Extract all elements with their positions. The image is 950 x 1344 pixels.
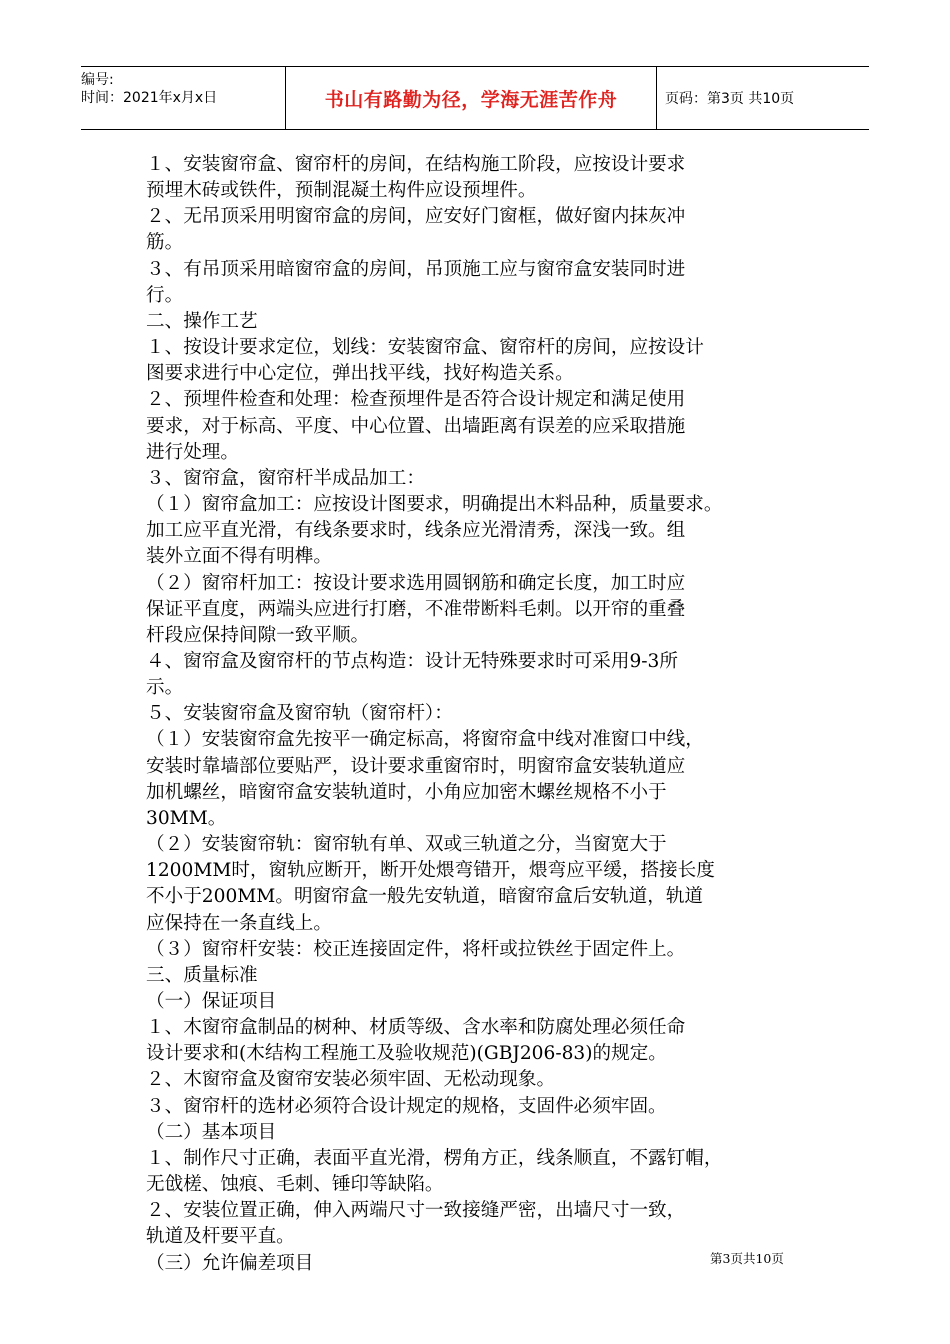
header-page-label: 页码：第3页 共10页 bbox=[665, 91, 795, 107]
body-line: （３）窗帘杆安装：校正连接固定件，将杆或拉铁丝于固定件上。 bbox=[146, 938, 686, 960]
body-line: 30MM。 bbox=[146, 807, 227, 829]
body-line: 加工应平直光滑，有线条要求时，线条应光滑清秀，深浅一致。组 bbox=[146, 520, 686, 542]
body-line: 杆段应保持间隙一致平顺。 bbox=[146, 624, 370, 646]
header-info-cell bbox=[81, 67, 285, 129]
document-number-label: 编号: bbox=[81, 72, 114, 88]
body-line: ５、安装窗帘盒及窗帘轨（窗帘杆）： bbox=[146, 703, 453, 725]
body-line: （２）安装窗帘轨：窗帘轨有单、双或三轨道之分，当窗宽大于 bbox=[146, 834, 667, 856]
body-line: 设计要求和(木结构工程施工及验收规范)(GBJ206-83)的规定。 bbox=[146, 1043, 667, 1065]
body-line: 图要求进行中心定位，弹出找平线，找好构造关系。 bbox=[146, 363, 574, 385]
body-line: （２）窗帘杆加工：按设计要求选用圆钢筋和确定长度，加工时应 bbox=[146, 572, 686, 594]
body-line: （一）保证项目 bbox=[146, 991, 277, 1012]
body-line: 示。 bbox=[146, 677, 184, 699]
body-line: 行。 bbox=[146, 284, 184, 306]
body-line: 轨道及杆要平直。 bbox=[146, 1226, 295, 1248]
body-line: 装外立面不得有明榫。 bbox=[146, 546, 332, 568]
body-line: 要求，对于标高、平度、中心位置、出墙距离有误差的应采取措施 bbox=[146, 415, 686, 437]
body-line: 不小于200MM。明窗帘盒一般先安轨道，暗窗帘盒后安轨道，轨道 bbox=[146, 886, 704, 908]
header-slogan: 书山有路勤为径，学海无涯苦作舟 bbox=[285, 67, 657, 129]
body-line: １、制作尺寸正确，表面平直光滑，楞角方正，线条顺直，不露钉帽， bbox=[146, 1147, 723, 1169]
body-line: １、安装窗帘盒、窗帘杆的房间，在结构施工阶段，应按设计要求 bbox=[146, 154, 686, 175]
body-line: 安装时靠墙部位要贴严，设计要求重窗帘时，明窗帘盒安装轨道应 bbox=[146, 755, 686, 777]
body-line: 三、质量标准 bbox=[146, 964, 258, 986]
body-line: 无戗槎、蚀痕、毛刺、锤印等缺陷。 bbox=[146, 1174, 444, 1196]
body-line: （１）安装窗帘盒先按平一确定标高，将窗帘盒中线对准窗口中线， bbox=[146, 729, 704, 751]
document-date-label: 时间：2021年x月x日 bbox=[81, 90, 218, 106]
body-line: 二、操作工艺 bbox=[146, 310, 258, 332]
body-line: 进行处理。 bbox=[146, 441, 239, 463]
body-line: （二）基本项目 bbox=[146, 1121, 277, 1143]
page-header bbox=[81, 66, 869, 130]
body-line: ２、木窗帘盒及窗帘安装必须牢固、无松动现象。 bbox=[146, 1069, 556, 1091]
body-line: ３、窗帘盒，窗帘杆半成品加工： bbox=[146, 467, 425, 489]
page-footer-number: 第3页共10页 bbox=[710, 1251, 784, 1266]
body-line: ２、安装位置正确，伸入两端尺寸一致接缝严密，出墙尺寸一致， bbox=[146, 1200, 686, 1222]
body-line: ２、无吊顶采用明窗帘盒的房间，应安好门窗框，做好窗内抹灰冲 bbox=[146, 206, 686, 228]
body-line: 1200MM时，窗轨应断开，断开处煨弯错开，煨弯应平缓，搭接长度 bbox=[146, 860, 715, 882]
body-line: 保证平直度，两端头应进行打磨，不准带断料毛刺。以开帘的重叠 bbox=[146, 598, 686, 620]
body-line: 应保持在一条直线上。 bbox=[146, 912, 332, 934]
body-line: ４、窗帘盒及窗帘杆的节点构造：设计无特殊要求时可采用9-3所 bbox=[146, 650, 678, 672]
body-line: （１）窗帘盒加工：应按设计图要求，明确提出木料品种，质量要求。 bbox=[146, 494, 723, 516]
body-line: 加机螺丝，暗窗帘盒安装轨道时，小角应加密木螺丝规格不小于 bbox=[146, 781, 667, 803]
document-body bbox=[146, 152, 814, 1277]
body-line: ２、预埋件检查和处理：检查预埋件是否符合设计规定和满足使用 bbox=[146, 389, 686, 411]
body-line: 预埋木砖或铁件，预制混凝土构件应设预埋件。 bbox=[146, 180, 537, 202]
body-line: 筋。 bbox=[146, 232, 184, 254]
body-line: ３、有吊顶采用暗窗帘盒的房间，吊顶施工应与窗帘盒安装同时进 bbox=[146, 258, 686, 280]
body-line: （三）允许偏差项目 bbox=[146, 1252, 314, 1274]
body-line: １、按设计要求定位，划线：安装窗帘盒、窗帘杆的房间，应按设计 bbox=[146, 337, 704, 359]
body-line: ３、窗帘杆的选材必须符合设计规定的规格，支固件必须牢固。 bbox=[146, 1095, 667, 1117]
body-line: １、木窗帘盒制品的树种、材质等级、含水率和防腐处理必须任命 bbox=[146, 1017, 686, 1039]
